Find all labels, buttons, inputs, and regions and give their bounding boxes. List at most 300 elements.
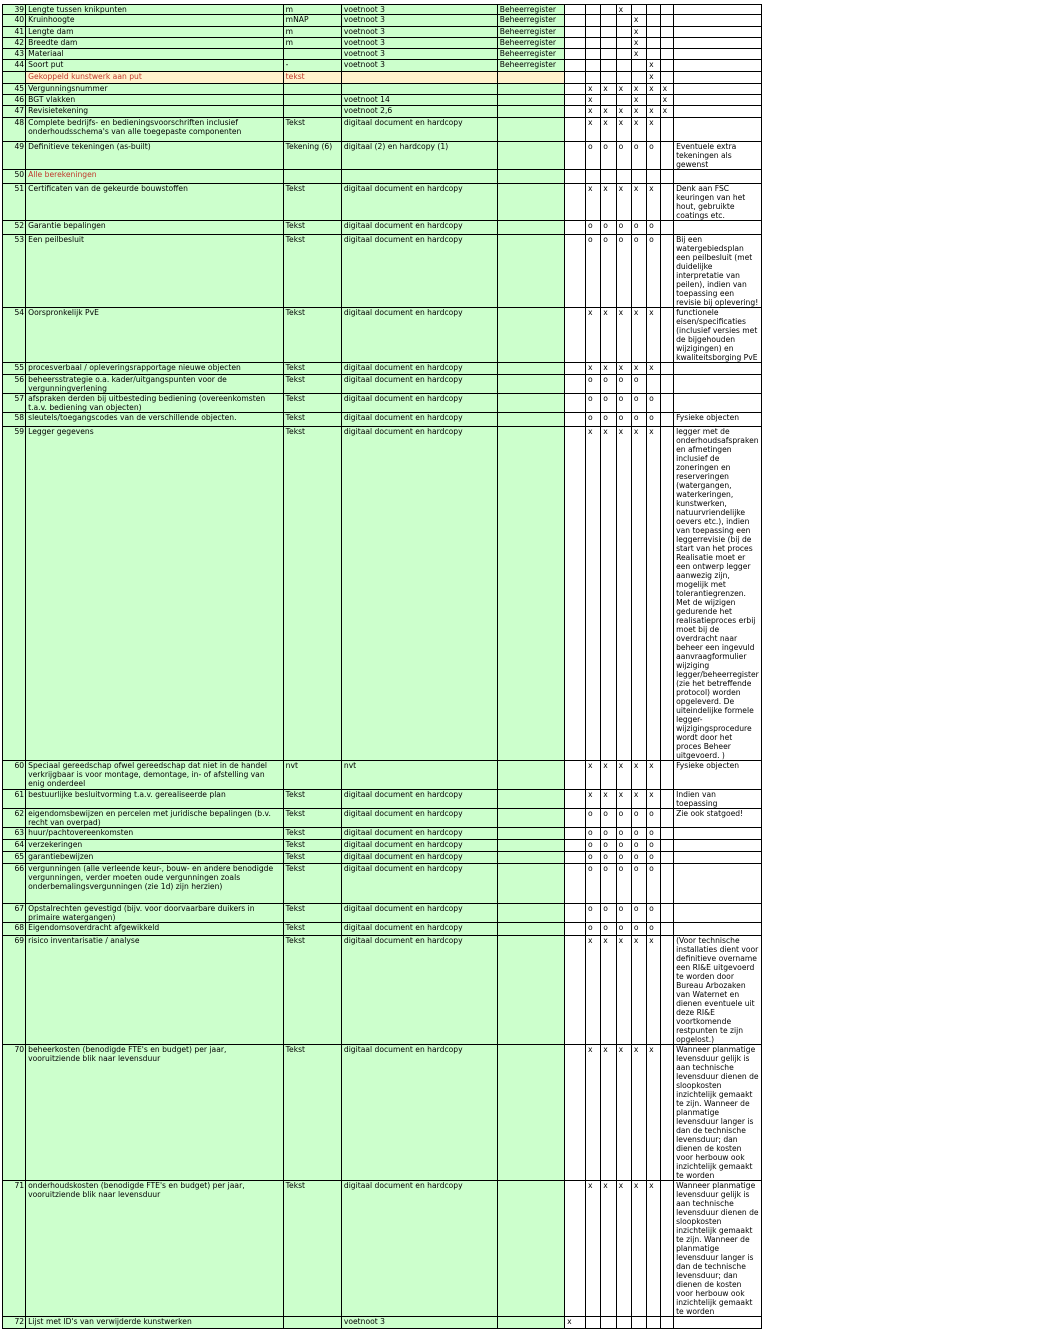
check-cell: o xyxy=(616,904,631,923)
row-register xyxy=(497,118,564,142)
check-cell xyxy=(565,5,586,15)
row-register xyxy=(497,235,564,308)
check-cell: o xyxy=(585,394,600,413)
check-cell: x xyxy=(585,761,600,790)
row-number: 67 xyxy=(3,904,26,923)
table-row xyxy=(3,413,1061,427)
check-cell xyxy=(565,828,586,840)
check-cell xyxy=(647,170,660,184)
row-number: 70 xyxy=(3,1045,26,1181)
check-cell: x xyxy=(616,184,631,221)
row-register xyxy=(497,427,564,761)
check-cell xyxy=(660,904,673,923)
row-register xyxy=(497,1317,564,1329)
row-remark: Fysieke objecten xyxy=(674,761,762,790)
check-cell xyxy=(565,413,586,427)
check-cell: o xyxy=(647,142,660,170)
row-description: beheersstrategie o.a. kader/uitgangspunten voor de vergunningverlening xyxy=(26,375,284,394)
check-cell: x xyxy=(585,1181,600,1317)
row-number: 72 xyxy=(3,1317,26,1329)
check-cell: o xyxy=(647,394,660,413)
row-description: Garantie bepalingen xyxy=(26,221,284,235)
check-cell xyxy=(660,809,673,828)
check-cell xyxy=(585,15,600,27)
check-cell xyxy=(601,60,616,72)
check-cell: x xyxy=(616,427,631,761)
check-cell: o xyxy=(616,852,631,864)
row-remark xyxy=(674,221,762,235)
row-remark: functionele eisen/specificaties (inclusief versies met de bijgehouden wijzigingen) en kwaliteitsborging PvE xyxy=(674,308,762,363)
check-cell: o xyxy=(647,852,660,864)
row-description: Materiaal xyxy=(26,49,284,60)
row-description: Opstalrechten gevestigd (bijv. voor doorvaarbare duikers in primaire watergangen) xyxy=(26,904,284,923)
row-register xyxy=(497,106,564,118)
check-cell xyxy=(585,49,600,60)
check-cell: x xyxy=(631,118,646,142)
check-cell: x xyxy=(647,184,660,221)
row-source: voetnoot 3 xyxy=(341,15,497,27)
check-cell xyxy=(565,38,586,49)
check-cell: x xyxy=(660,84,673,95)
check-cell: x xyxy=(631,184,646,221)
check-cell xyxy=(660,1045,673,1181)
row-source: digitaal document en hardcopy xyxy=(341,1181,497,1317)
row-register xyxy=(497,142,564,170)
check-cell xyxy=(565,864,586,904)
check-cell: x xyxy=(616,84,631,95)
check-cell xyxy=(565,852,586,864)
check-cell: x xyxy=(647,761,660,790)
table-row xyxy=(3,221,1061,235)
check-cell xyxy=(660,1317,673,1329)
table-row xyxy=(3,809,1061,828)
check-cell xyxy=(565,761,586,790)
check-cell xyxy=(631,72,646,84)
row-description: garantiebewijzen xyxy=(26,852,284,864)
check-cell: x xyxy=(631,27,646,38)
check-cell: x xyxy=(616,761,631,790)
check-cell: x xyxy=(585,427,600,761)
row-description: Soort put xyxy=(26,60,284,72)
check-cell xyxy=(616,49,631,60)
row-source: digitaal document en hardcopy xyxy=(341,308,497,363)
check-cell: x xyxy=(631,95,646,106)
check-cell: x xyxy=(631,363,646,375)
check-cell: o xyxy=(601,923,616,936)
row-number: 59 xyxy=(3,427,26,761)
row-description: Lengte tussen knikpunten xyxy=(26,5,284,15)
check-cell: x xyxy=(565,1317,586,1329)
check-cell: x xyxy=(616,118,631,142)
row-unit xyxy=(283,95,341,106)
check-cell xyxy=(660,27,673,38)
check-cell: x xyxy=(647,1181,660,1317)
row-unit xyxy=(283,106,341,118)
check-cell xyxy=(660,427,673,761)
row-number: 49 xyxy=(3,142,26,170)
check-cell: o xyxy=(647,923,660,936)
row-unit: - xyxy=(283,60,341,72)
row-unit: mNAP xyxy=(283,15,341,27)
row-unit: Tekening (6) xyxy=(283,142,341,170)
row-register xyxy=(497,72,564,84)
check-cell xyxy=(660,1181,673,1317)
row-source: digitaal document en hardcopy xyxy=(341,840,497,852)
check-cell xyxy=(660,235,673,308)
check-cell xyxy=(660,308,673,363)
row-description: Kruinhoogte xyxy=(26,15,284,27)
requirements-table xyxy=(2,4,1061,1329)
check-cell: x xyxy=(616,936,631,1045)
row-remark: Indien van toepassing xyxy=(674,790,762,809)
row-register xyxy=(497,363,564,375)
check-cell xyxy=(616,170,631,184)
check-cell: x xyxy=(601,106,616,118)
check-cell xyxy=(601,38,616,49)
row-unit: nvt xyxy=(283,761,341,790)
check-cell xyxy=(647,27,660,38)
row-description: Lengte dam xyxy=(26,27,284,38)
check-cell xyxy=(565,184,586,221)
check-cell: o xyxy=(585,221,600,235)
check-cell xyxy=(647,49,660,60)
row-register xyxy=(497,84,564,95)
check-cell: o xyxy=(631,221,646,235)
row-number: 68 xyxy=(3,923,26,936)
check-cell: x xyxy=(647,1045,660,1181)
row-description: procesverbaal / opleveringsrapportage nieuwe objecten xyxy=(26,363,284,375)
check-cell xyxy=(660,142,673,170)
row-register xyxy=(497,394,564,413)
row-source: voetnoot 14 xyxy=(341,95,497,106)
check-cell: o xyxy=(616,828,631,840)
row-unit: Tekst xyxy=(283,828,341,840)
row-remark xyxy=(674,118,762,142)
row-register xyxy=(497,761,564,790)
check-cell xyxy=(647,5,660,15)
row-description: Gekoppeld kunstwerk aan put xyxy=(26,72,284,84)
check-cell: x xyxy=(631,49,646,60)
row-source: digitaal document en hardcopy xyxy=(341,1045,497,1181)
check-cell xyxy=(660,840,673,852)
row-register xyxy=(497,852,564,864)
check-cell: x xyxy=(601,118,616,142)
row-description: onderhoudskosten (benodigde FTE's en budget) per jaar, vooruitziende blik naar levensduur xyxy=(26,1181,284,1317)
check-cell: x xyxy=(631,38,646,49)
check-cell xyxy=(660,184,673,221)
check-cell xyxy=(601,1317,616,1329)
check-cell: o xyxy=(647,809,660,828)
row-source: nvt xyxy=(341,761,497,790)
table-row xyxy=(3,170,1061,184)
check-cell xyxy=(601,72,616,84)
table-row xyxy=(3,840,1061,852)
row-unit: Tekst xyxy=(283,221,341,235)
row-number: 65 xyxy=(3,852,26,864)
check-cell xyxy=(616,60,631,72)
check-cell: x xyxy=(631,15,646,27)
check-cell xyxy=(660,363,673,375)
check-cell xyxy=(660,221,673,235)
row-register xyxy=(497,375,564,394)
check-cell: o xyxy=(647,413,660,427)
check-cell: x xyxy=(585,363,600,375)
row-number: 44 xyxy=(3,60,26,72)
row-unit: Tekst xyxy=(283,413,341,427)
row-unit: m xyxy=(283,27,341,38)
row-register xyxy=(497,184,564,221)
row-unit: Tekst xyxy=(283,840,341,852)
row-number xyxy=(3,72,26,84)
row-source: digitaal document en hardcopy xyxy=(341,184,497,221)
row-remark: legger met de onderhoudsafspraken en afmetingen inclusief de zoneringen en reserveringen (watergangen, waterkeringen, kunstwerken, natuurvriendelijke oevers etc.), indien van toepassing een leggerrevisie (bij de start van het proces Realisatie moet er een ontwerp legger aanwezig zijn, mogelijk met tolerantiegrenzen. Met de wijzigen gedurende het realisatieproces erbij moet bij de overdracht naar beheer een ingevuld aanvraagformulier wijziging legger/beheerregister (zie het betreffende protocol) worden opgeleverd. De uiteindelijke formele legger-wijzigingsprocedure wordt door het proces Beheer uitgevoerd. ) xyxy=(674,427,762,761)
check-cell xyxy=(565,923,586,936)
row-number: 51 xyxy=(3,184,26,221)
check-cell: o xyxy=(601,394,616,413)
check-cell: o xyxy=(585,828,600,840)
check-cell: o xyxy=(601,235,616,308)
check-cell: o xyxy=(631,864,646,904)
row-description: Revisietekening xyxy=(26,106,284,118)
table-row xyxy=(3,84,1061,95)
check-cell xyxy=(565,15,586,27)
row-number: 55 xyxy=(3,363,26,375)
check-cell: o xyxy=(601,142,616,170)
check-cell xyxy=(660,828,673,840)
check-cell xyxy=(565,375,586,394)
table-row xyxy=(3,761,1061,790)
check-cell: o xyxy=(601,864,616,904)
row-description: Alle berekeningen xyxy=(26,170,284,184)
row-remark xyxy=(674,49,762,60)
check-cell xyxy=(631,60,646,72)
table-row xyxy=(3,15,1061,27)
table-row xyxy=(3,72,1061,84)
check-cell xyxy=(601,49,616,60)
check-cell xyxy=(660,852,673,864)
check-cell: x xyxy=(631,106,646,118)
check-cell xyxy=(565,221,586,235)
check-cell: o xyxy=(585,904,600,923)
check-cell xyxy=(616,95,631,106)
check-cell xyxy=(660,923,673,936)
row-number: 47 xyxy=(3,106,26,118)
check-cell: x xyxy=(616,5,631,15)
row-source: digitaal document en hardcopy xyxy=(341,235,497,308)
check-cell: x xyxy=(601,184,616,221)
check-cell xyxy=(565,790,586,809)
table-row xyxy=(3,1045,1061,1181)
row-number: 43 xyxy=(3,49,26,60)
row-source: digitaal document en hardcopy xyxy=(341,363,497,375)
table-row xyxy=(3,852,1061,864)
row-register xyxy=(497,95,564,106)
check-cell xyxy=(660,375,673,394)
check-cell: o xyxy=(631,852,646,864)
row-description: Een peilbesluit xyxy=(26,235,284,308)
row-remark xyxy=(674,15,762,27)
row-description: bestuurlijke besluitvorming t.a.v. gerealiseerde plan xyxy=(26,790,284,809)
row-unit: Tekst xyxy=(283,923,341,936)
row-register xyxy=(497,790,564,809)
row-remark xyxy=(674,60,762,72)
row-description: Legger gegevens xyxy=(26,427,284,761)
row-number: 45 xyxy=(3,84,26,95)
row-description: eigendomsbewijzen en percelen met juridische bepalingen (b.v. recht van overpad) xyxy=(26,809,284,828)
row-register xyxy=(497,864,564,904)
check-cell: x xyxy=(647,60,660,72)
check-cell xyxy=(565,49,586,60)
table-row xyxy=(3,864,1061,904)
row-remark: Denk aan FSC keuringen van het hout, gebruikte coatings etc. xyxy=(674,184,762,221)
check-cell: o xyxy=(631,840,646,852)
row-source: voetnoot 3 xyxy=(341,38,497,49)
row-remark xyxy=(674,904,762,923)
check-cell: o xyxy=(647,904,660,923)
check-cell xyxy=(565,235,586,308)
row-remark xyxy=(674,106,762,118)
check-cell: x xyxy=(631,761,646,790)
row-register: Beheerregister xyxy=(497,27,564,38)
row-remark: Wanneer planmatige levensduur gelijk is aan technische levensduur dienen de sloopkosten inzichtelijk gemaakt te zijn. Wanneer de planmatige levensduur langer is dan de technische levensduur; dan dienen de kosten voor herbouw ook inzichtelijk gemaakt te worden xyxy=(674,1045,762,1181)
row-unit xyxy=(283,170,341,184)
row-number: 69 xyxy=(3,936,26,1045)
check-cell xyxy=(565,904,586,923)
check-cell: o xyxy=(647,864,660,904)
check-cell xyxy=(631,170,646,184)
table-row xyxy=(3,95,1061,106)
check-cell: x xyxy=(631,427,646,761)
check-cell: o xyxy=(585,375,600,394)
check-cell: o xyxy=(601,828,616,840)
row-source: digitaal document en hardcopy xyxy=(341,864,497,904)
table-row xyxy=(3,49,1061,60)
check-cell xyxy=(565,27,586,38)
row-unit: Tekst xyxy=(283,809,341,828)
check-cell: o xyxy=(585,142,600,170)
row-register xyxy=(497,840,564,852)
check-cell: x xyxy=(585,95,600,106)
check-cell xyxy=(565,394,586,413)
check-cell: o xyxy=(616,221,631,235)
check-cell: x xyxy=(647,427,660,761)
check-cell xyxy=(631,5,646,15)
check-cell xyxy=(660,413,673,427)
check-cell: o xyxy=(631,809,646,828)
row-source: voetnoot 3 xyxy=(341,1317,497,1329)
row-source: digitaal document en hardcopy xyxy=(341,118,497,142)
check-cell xyxy=(647,1317,660,1329)
check-cell xyxy=(616,27,631,38)
check-cell: x xyxy=(647,363,660,375)
row-unit: Tekst xyxy=(283,904,341,923)
row-description: beheerkosten (benodigde FTE's en budget) per jaar, vooruitziende blik naar levensduur xyxy=(26,1045,284,1181)
check-cell: o xyxy=(616,809,631,828)
row-source: voetnoot 3 xyxy=(341,49,497,60)
check-cell: x xyxy=(585,118,600,142)
row-description: BGT vlakken xyxy=(26,95,284,106)
row-unit: Tekst xyxy=(283,375,341,394)
check-cell: o xyxy=(601,852,616,864)
check-cell xyxy=(565,170,586,184)
check-cell xyxy=(565,1045,586,1181)
table-row xyxy=(3,118,1061,142)
check-cell: x xyxy=(647,308,660,363)
table-row xyxy=(3,790,1061,809)
check-cell: o xyxy=(647,828,660,840)
check-cell: o xyxy=(601,809,616,828)
check-cell xyxy=(647,95,660,106)
row-source: digitaal document en hardcopy xyxy=(341,394,497,413)
check-cell: o xyxy=(616,235,631,308)
row-source: digitaal document en hardcopy xyxy=(341,936,497,1045)
row-remark xyxy=(674,864,762,904)
check-cell: o xyxy=(616,142,631,170)
row-description: Oorspronkelijk PvE xyxy=(26,308,284,363)
check-cell: x xyxy=(601,308,616,363)
check-cell: o xyxy=(647,235,660,308)
row-remark xyxy=(674,1317,762,1329)
row-description: Vergunningsnummer xyxy=(26,84,284,95)
row-remark: Eventuele extra tekeningen als gewenst xyxy=(674,142,762,170)
row-number: 53 xyxy=(3,235,26,308)
row-remark: Zie ook statgoed! xyxy=(674,809,762,828)
table-row xyxy=(3,427,1061,761)
row-description: Eigendomsoverdracht afgewikkeld xyxy=(26,923,284,936)
check-cell xyxy=(660,790,673,809)
row-source: voetnoot 2,6 xyxy=(341,106,497,118)
row-remark: (Voor technische installaties dient voor definitieve overname een RI&E uitgevoerd te worden door Bureau Arbozaken van Waternet en dienen eventuele uit deze RI&E voortkomende restpunten te zijn opgelost.) xyxy=(674,936,762,1045)
row-remark: Fysieke objecten xyxy=(674,413,762,427)
check-cell: o xyxy=(601,840,616,852)
table-row xyxy=(3,106,1061,118)
row-unit xyxy=(283,49,341,60)
check-cell: x xyxy=(616,308,631,363)
check-cell: x xyxy=(631,308,646,363)
check-cell xyxy=(660,864,673,904)
table-row xyxy=(3,235,1061,308)
check-cell: x xyxy=(616,1045,631,1181)
check-cell: o xyxy=(585,809,600,828)
check-cell xyxy=(565,142,586,170)
check-cell xyxy=(565,840,586,852)
row-number: 54 xyxy=(3,308,26,363)
check-cell xyxy=(601,27,616,38)
row-register xyxy=(497,936,564,1045)
check-cell: x xyxy=(585,790,600,809)
row-remark: Bij een watergebiedsplan een peilbesluit (met duidelijke interpretatie van peilen), indien van toepassing een revisie bij oplevering! xyxy=(674,235,762,308)
check-cell xyxy=(565,60,586,72)
table-row xyxy=(3,1317,1061,1329)
row-unit: Tekst xyxy=(283,363,341,375)
check-cell: x xyxy=(601,790,616,809)
row-register: Beheerregister xyxy=(497,15,564,27)
check-cell xyxy=(585,60,600,72)
check-cell: x xyxy=(631,1181,646,1317)
row-number: 39 xyxy=(3,5,26,15)
check-cell: x xyxy=(647,936,660,1045)
row-remark xyxy=(674,38,762,49)
row-number: 57 xyxy=(3,394,26,413)
row-description: Lijst met ID's van verwijderde kunstwerken xyxy=(26,1317,284,1329)
row-description: afspraken derden bij uitbesteding bediening (overeenkomsten t.a.v. bediening van objecten) xyxy=(26,394,284,413)
check-cell xyxy=(616,15,631,27)
row-unit: Tekst xyxy=(283,394,341,413)
check-cell: x xyxy=(601,761,616,790)
row-remark xyxy=(674,27,762,38)
row-remark xyxy=(674,840,762,852)
check-cell: x xyxy=(585,308,600,363)
